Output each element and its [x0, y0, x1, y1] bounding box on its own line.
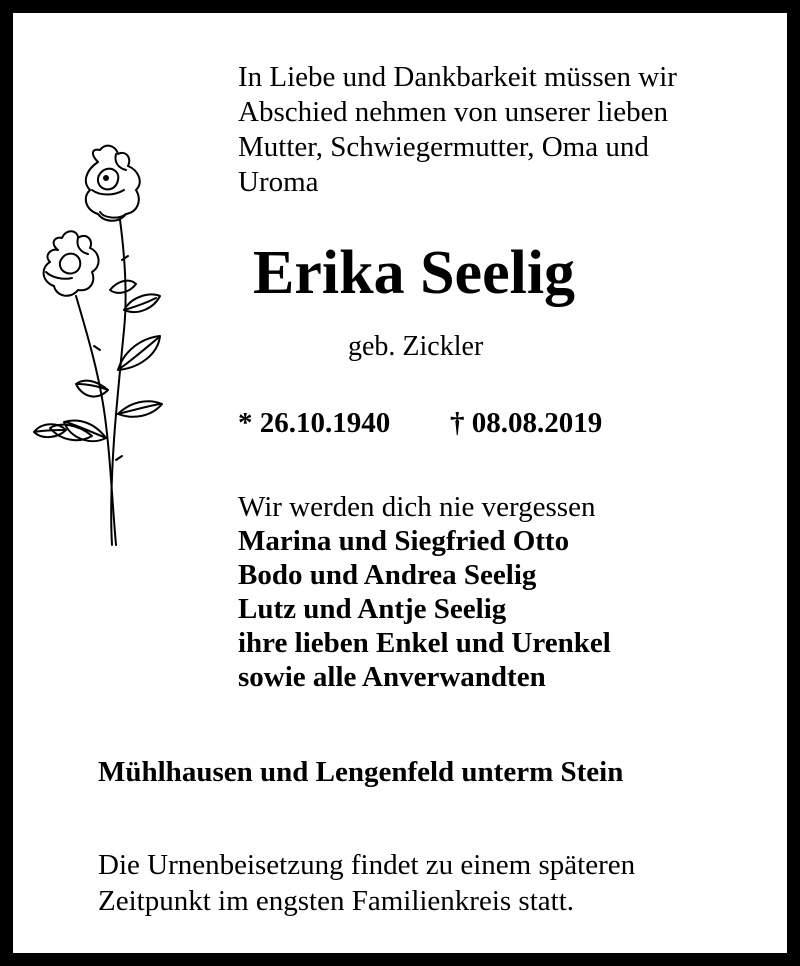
mourners-intro: Wir werden dich nie vergessen [238, 491, 596, 523]
mourner-name: Marina und Siegfried Otto [238, 525, 570, 557]
mourner-name: ihre lieben Enkel und Urenkel [238, 627, 611, 659]
places: Mühlhausen und Lengenfeld unterm Stein [98, 756, 624, 788]
mourners-block [238, 490, 611, 694]
intro-text [238, 60, 758, 200]
funeral-notice [98, 847, 635, 919]
birth-date: * 26.10.1940 [238, 407, 391, 439]
intro-line: Mutter, Schwiegermutter, Oma und [238, 131, 649, 163]
intro-line: Uroma [238, 166, 319, 198]
intro-line: In Liebe und Dankbarkeit müssen wir [238, 61, 677, 93]
mourner-name: sowie alle Anverwandten [238, 661, 546, 693]
deceased-name: Erika Seelig [253, 239, 576, 307]
mourner-name: Lutz und Antje Seelig [238, 593, 507, 625]
notice-line: Zeitpunkt im engsten Familienkreis statt. [98, 885, 575, 917]
intro-line: Abschied nehmen von unserer lieben [238, 96, 669, 128]
maiden-name: geb. Zickler [348, 331, 484, 362]
death-date: † 08.08.2019 [450, 407, 603, 439]
rose-illustration-icon [20, 140, 180, 560]
notice-line: Die Urnenbeisetzung findet zu einem späteren [98, 849, 636, 881]
mourner-name: Bodo und Andrea Seelig [238, 559, 537, 591]
